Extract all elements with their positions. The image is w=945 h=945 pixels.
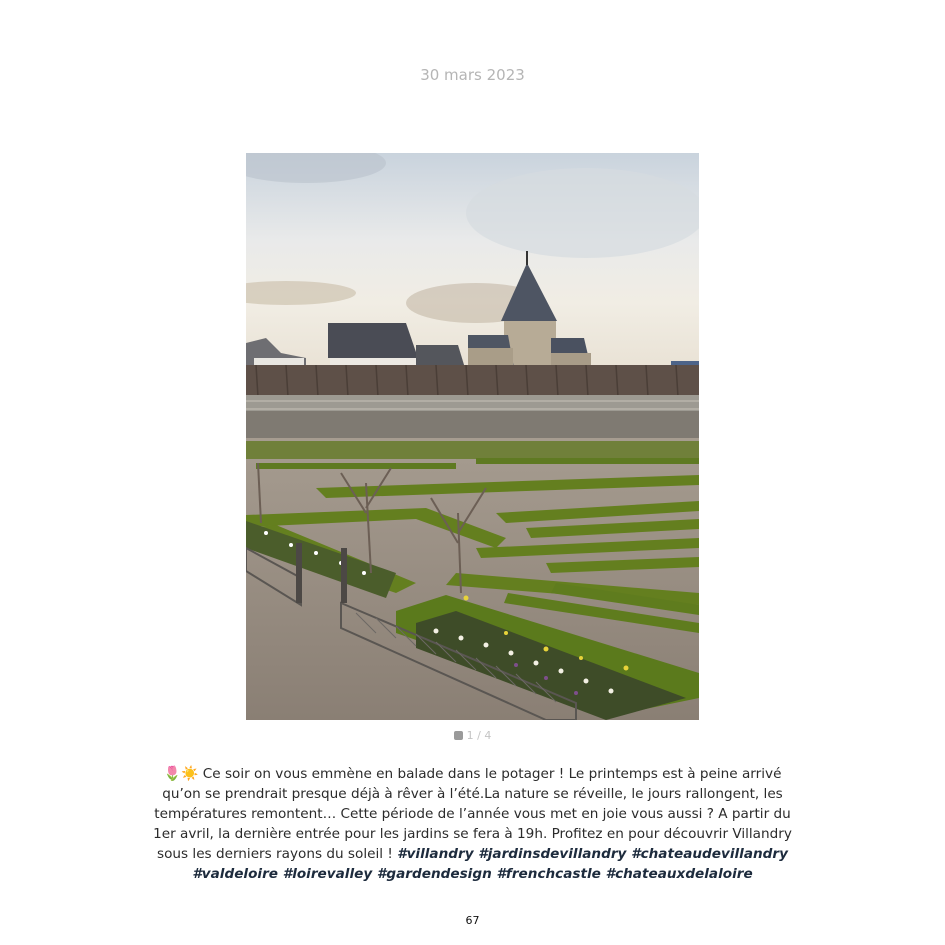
post-date: 30 mars 2023 — [420, 66, 525, 84]
carousel-indicator — [0, 729, 945, 742]
caption-text: Ce soir on vous emmène en balade dans le potager ! Le printemps est à peine arrivé qu’on se prendrait presque déjà à rêver à l’été.La nature se réveille, le jours rallongent, les températures remontent… Cette période de l’année vous met en joie vous aussi ? A partir du 1er avril, la dernière entrée pour les jardins se fera à 19h. Profitez en pour découvrir Villandry sous les derniers rayons du soleil ! — [153, 766, 792, 862]
caption-hashtags: #villandry #jardinsdevillandry #chateaudevillandry #valdeloire #loirevalley #gardendesign #frenchcastle #chateauxdelaloire — [192, 846, 788, 882]
caption-emoji: 🌷☀️ — [163, 766, 199, 782]
post-caption — [150, 764, 795, 884]
page-number: 67 — [465, 914, 480, 927]
carousel-count: 1 / 4 — [466, 729, 492, 742]
gallery-icon — [454, 731, 463, 740]
post-photo — [246, 153, 699, 720]
